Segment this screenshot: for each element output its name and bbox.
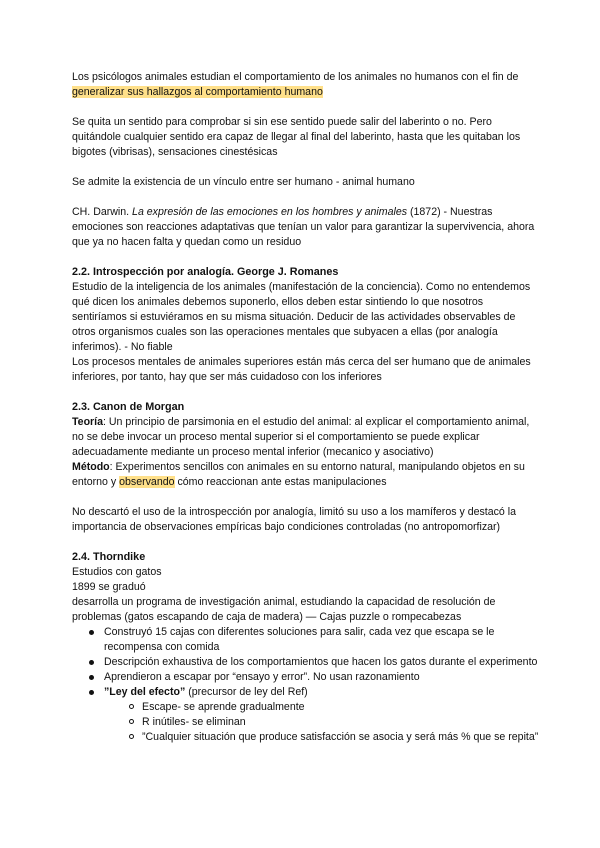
morgan-teoria xyxy=(72,415,540,460)
thorndike-line-1: Estudios con gatos xyxy=(72,566,162,578)
metodo-label: Método xyxy=(72,461,110,473)
darwin-paragraph xyxy=(72,205,540,250)
ley-efecto-text: (precursor de ley del Ref) xyxy=(185,686,308,698)
teoria-label: Teoría xyxy=(72,416,104,428)
heading-morgan: 2.3. Canon de Morgan xyxy=(72,401,185,413)
darwin-author: CH. Darwin. xyxy=(72,206,133,218)
intro-paragraph-3: Se admite la existencia de un vínculo entre ser humano - animal humano xyxy=(72,176,415,188)
romanes-paragraph-1: Estudio de la inteligencia de los animales (manifestación de la conciencia). Como no entendemos qué dicen los animales debemos suponerlo, ellos deben estar sintiendo lo que nosotros sentiríamos si estuviéramos en su misma situación. Deducir de las actividades observables de otros organismos cuales son las operaciones mentales que subyacen a ellas (por analogía inferimos). - No fiable xyxy=(72,281,531,353)
thorndike-bullet-list xyxy=(72,625,540,700)
darwin-text: (1872) - Nuestras emociones son reacciones adaptativas que tenían un valor para garantizar la supervivencia, ahora que ya no hacen falta y quedan como un residuo xyxy=(72,206,535,248)
intro-paragraph-2: Se quita un sentido para comprobar si sin ese sentido puede salir del laberinto o no. Pero quitándole cualquier sentido era capaz de llegar al final del laberinto, hasta que les quitaban los bigotes (vibrisas), sensaciones cinestésicas xyxy=(72,116,521,158)
intro-text: Los psicólogos animales estudian el comportamiento de los animales no humanos con el fin de xyxy=(72,71,519,83)
sub-list-item: Escape- se aprende gradualmente xyxy=(72,700,540,715)
intro-paragraph-1 xyxy=(72,70,540,100)
list-item: Construyó 15 cajas con diferentes soluciones para salir, cada vez que escapa se le recompensa con comida xyxy=(72,625,540,655)
heading-thorndike: 2.4. Thorndike xyxy=(72,551,146,563)
thorndike-line-3: desarrolla un programa de investigación animal, estudiando la capacidad de resolución de problemas (gatos escapando de caja de madera) — Cajas puzzle o rompecabezas xyxy=(72,596,496,623)
ley-efecto-sub-list xyxy=(72,700,540,745)
highlighted-text: observando xyxy=(119,476,175,488)
morgan-paragraph-3: No descartó el uso de la introspección por analogía, limitó su uso a los mamíferos y destacó la importancia de observaciones empíricas bajo condiciones controladas (no antropomorfizar) xyxy=(72,506,516,533)
teoria-text: : Un principio de parsimonia en el estudio del animal: al explicar el comportamiento animal, no se debe invocar un proceso mental superior si el comportamiento se puede explicar adecuadamente mediante un proceso mental inferior (mecanico y asociativo) xyxy=(72,416,530,458)
darwin-book-title: La expresión de las emociones en los hombres y animales xyxy=(132,206,408,218)
list-item: Aprendieron a escapar por “ensayo y error”. No usan razonamiento xyxy=(72,670,540,685)
morgan-metodo xyxy=(72,460,540,490)
list-item-ley-efecto xyxy=(72,685,540,700)
thorndike-line-2: 1899 se graduó xyxy=(72,581,146,593)
ley-efecto-label: ”Ley del efecto” xyxy=(104,686,186,698)
metodo-end: cómo reaccionan ante estas manipulaciones xyxy=(174,476,387,488)
sub-list-item: ”Cualquier situación que produce satisfacción se asocia y será más % que se repita” xyxy=(72,730,540,745)
list-item: Descripción exhaustiva de los comportamientos que hacen los gatos durante el experimento xyxy=(72,655,540,670)
highlighted-text: generalizar sus hallazgos al comportamiento humano xyxy=(72,86,323,98)
heading-romanes: 2.2. Introspección por analogía. George J. Romanes xyxy=(72,266,339,278)
sub-list-item: R inútiles- se eliminan xyxy=(72,715,540,730)
romanes-paragraph-2: Los procesos mentales de animales superiores están más cerca del ser humano que de animales inferiores, por tanto, hay que ser más cuidadoso con los inferiores xyxy=(72,356,531,383)
metodo-text: : Experimentos sencillos con animales en su entorno natural, manipulando objetos en su entorno y xyxy=(72,461,525,488)
